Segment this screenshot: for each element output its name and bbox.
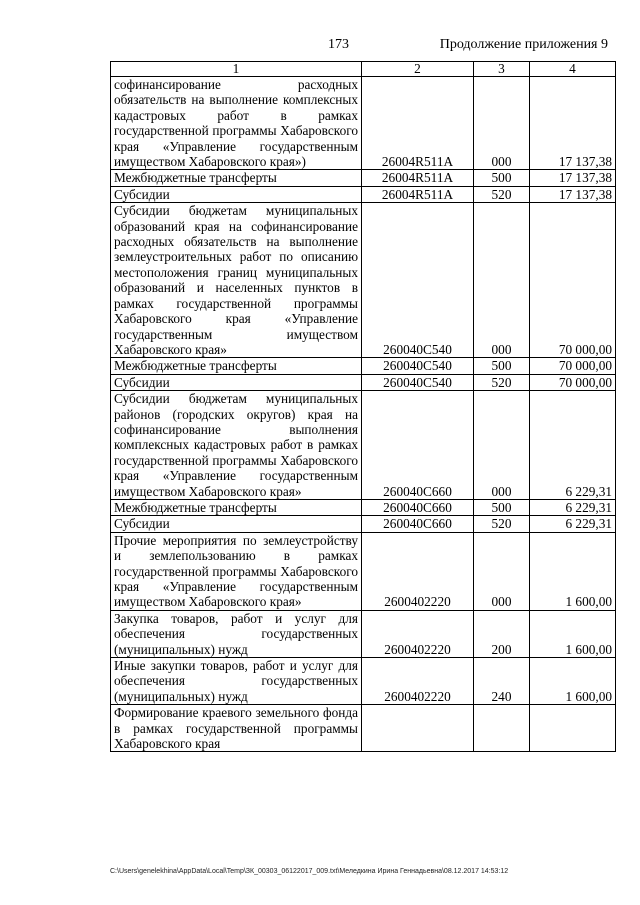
row-target-code: 260040С540 — [362, 374, 474, 390]
row-expense-type: 520 — [474, 516, 530, 532]
row-name: Межбюджетные трансферты — [111, 358, 362, 374]
row-name: Субсидии бюджетам муниципальных районов (городских округов) края на софинансирование выполнения комплексных кадастровых работ в рамках государственной программы Хабаровского края «Управление государственным имуществом Хабаровского края» — [111, 391, 362, 500]
row-expense-type — [474, 705, 530, 752]
table-row — [111, 374, 616, 390]
row-expense-type: 500 — [474, 499, 530, 515]
row-expense-type: 240 — [474, 658, 530, 705]
row-amount: 6 229,31 — [530, 391, 616, 500]
table-row — [111, 77, 616, 170]
row-expense-type: 500 — [474, 358, 530, 374]
row-amount: 1 600,00 — [530, 610, 616, 657]
row-name: Субсидии бюджетам муниципальных образований края на софинансирование расходных обязательств на выполнение землеустроительных работ по описанию местоположения границ муниципальных образований и населенных пунктов в рамках государственной программы Хабаровского края «Управление государственным имуществом Хабаровского края» — [111, 203, 362, 358]
row-target-code: 26004R511A — [362, 170, 474, 186]
table-row — [111, 658, 616, 705]
row-amount: 70 000,00 — [530, 358, 616, 374]
row-target-code: 26004R511A — [362, 186, 474, 202]
row-target-code: 260040С660 — [362, 391, 474, 500]
row-name: Межбюджетные трансферты — [111, 170, 362, 186]
row-target-code: 260040С540 — [362, 203, 474, 358]
row-name: Субсидии — [111, 186, 362, 202]
table-row — [111, 516, 616, 532]
table-row — [111, 358, 616, 374]
row-name: Закупка товаров, работ и услуг для обеспечения государственных (муниципальных) нужд — [111, 610, 362, 657]
table-row — [111, 532, 616, 610]
table-row — [111, 170, 616, 186]
row-amount: 70 000,00 — [530, 203, 616, 358]
row-target-code: 2600402220 — [362, 610, 474, 657]
row-amount: 17 137,38 — [530, 77, 616, 170]
column-number-row — [111, 62, 616, 77]
row-name: Прочие мероприятия по землеустройству и землепользованию в рамках государственной программы Хабаровского края «Управление государственным имуществом Хабаровского края» — [111, 532, 362, 610]
row-expense-type: 500 — [474, 170, 530, 186]
column-number-4: 4 — [530, 62, 616, 77]
column-number-1: 1 — [111, 62, 362, 77]
row-expense-type: 000 — [474, 532, 530, 610]
row-target-code: 2600402220 — [362, 532, 474, 610]
row-expense-type: 520 — [474, 374, 530, 390]
row-name: Субсидии — [111, 516, 362, 532]
document-path-footer: C:\Users\genelekhina\AppData\Local\Temp\ЗК_00303_06122017_009.txt\Меледкина Ирина Геннадьевна\08.12.2017 14:53:12 — [110, 868, 509, 875]
row-expense-type: 000 — [474, 391, 530, 500]
column-number-3: 3 — [474, 62, 530, 77]
row-name: Межбюджетные трансферты — [111, 499, 362, 515]
row-target-code: 260040С660 — [362, 499, 474, 515]
row-name: Формирование краевого земельного фонда в рамках государственной программы Хабаровского края — [111, 705, 362, 752]
row-expense-type: 000 — [474, 203, 530, 358]
row-name: Субсидии — [111, 374, 362, 390]
row-amount: 6 229,31 — [530, 516, 616, 532]
table-row — [111, 499, 616, 515]
row-amount: 6 229,31 — [530, 499, 616, 515]
row-target-code: 26004R511A — [362, 77, 474, 170]
row-amount: 1 600,00 — [530, 658, 616, 705]
row-amount: 70 000,00 — [530, 374, 616, 390]
page-number: 173 — [328, 37, 349, 52]
column-number-2: 2 — [362, 62, 474, 77]
table-row — [111, 705, 616, 752]
row-amount: 1 600,00 — [530, 532, 616, 610]
row-name: софинансирование расходных обязательств на выполнение комплексных кадастровых работ в рамках государственной программы Хабаровского края «Управление государственным имуществом Хабаровского края») — [111, 77, 362, 170]
row-name: Иные закупки товаров, работ и услуг для обеспечения государственных (муниципальных) нужд — [111, 658, 362, 705]
row-amount: 17 137,38 — [530, 186, 616, 202]
row-target-code: 260040С660 — [362, 516, 474, 532]
budget-table — [110, 61, 616, 752]
row-expense-type: 520 — [474, 186, 530, 202]
row-target-code — [362, 705, 474, 752]
row-amount — [530, 705, 616, 752]
row-expense-type: 200 — [474, 610, 530, 657]
appendix-title: Продолжение приложения 9 — [439, 37, 608, 52]
table-row — [111, 610, 616, 657]
table-row — [111, 391, 616, 500]
row-target-code: 260040С540 — [362, 358, 474, 374]
table-row — [111, 186, 616, 202]
row-expense-type: 000 — [474, 77, 530, 170]
row-target-code: 2600402220 — [362, 658, 474, 705]
table-row — [111, 203, 616, 358]
row-amount: 17 137,38 — [530, 170, 616, 186]
